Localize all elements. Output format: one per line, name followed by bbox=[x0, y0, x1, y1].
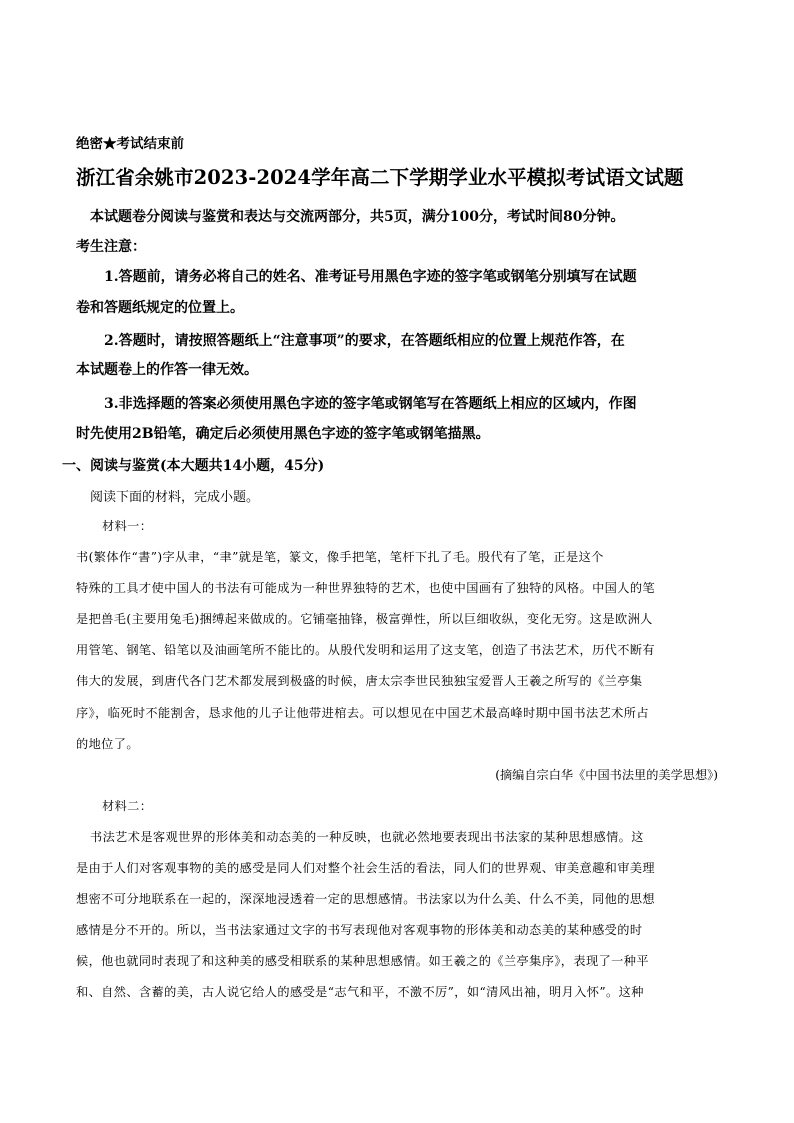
material-2-line: 想密不可分地联系在一起的，深深地浸透着一定的思想感情。书法家以为什么美、什么不美，同他的思想 bbox=[76, 892, 656, 906]
material-1-line: 伟大的发展，到唐代各门艺术都发展到极盛的时候，唐太宗李世民独独宝爱晋人王羲之所写的《兰亭集 bbox=[76, 674, 643, 688]
material-2-line: 书法艺术是客观世界的形体美和动态美的一种反映，也就必然地要表现出书法家的某种思想感情。这 bbox=[90, 830, 644, 844]
material-2-line: 是由于人们对客观事物的美的感受是同人们对整个社会生活的看法，同人们的世界观、审美意趣和审美理 bbox=[76, 861, 656, 875]
material-1-line: 的地位了。 bbox=[76, 737, 139, 751]
secret-mark: 绝密★考试结束前 bbox=[76, 136, 184, 152]
section-heading: 一、阅读与鉴赏(本大题共14小题，45分) bbox=[62, 458, 325, 474]
material-2-line: 感情是分不开的。所以，当书法家通过文字的书写表现他对客观事物的形体美和动态美的某种感受的时 bbox=[76, 923, 643, 937]
notice-heading: 考生注意： bbox=[76, 239, 146, 255]
exam-title: 浙江省余姚市2023-2024学年高二下学期学业水平模拟考试语文试题 bbox=[76, 166, 684, 189]
notice-item-1-line-2: 卷和答题纸规定的位置上。 bbox=[76, 300, 244, 316]
material-1-line: 用管笔、钢笔、铅笔以及油画笔所不能比的。从殷代发明和运用了这支笔，创造了书法艺术，历代不断有 bbox=[76, 643, 656, 657]
notice-item-3-line-2: 时先使用2B铅笔，确定后必须使用黑色字迹的签字笔或钢笔描黑。 bbox=[76, 426, 490, 442]
material-1-line: 是把兽毛(主要用兔毛)捆缚起来做成的。它铺毫抽锋，极富弹性，所以巨细收纵，变化无穷。这是欧洲人 bbox=[76, 612, 653, 626]
material-2-line: 候，他也就同时表现了和这种美的感受相联系的某种思想感情。如王羲之的《兰亭集序》，表现了一种平 bbox=[76, 954, 649, 968]
notice-item-2-line-1: 2.答题时，请按照答题纸上“注意事项”的要求，在答题纸相应的位置上规范作答，在 bbox=[104, 333, 625, 349]
exam-intro: 本试题卷分阅读与鉴赏和表达与交流两部分，共5页，满分100分，考试时间80分钟。 bbox=[90, 209, 625, 225]
material-2-label: 材料二： bbox=[102, 799, 153, 813]
material-1-label: 材料一： bbox=[102, 519, 153, 533]
notice-item-1-line-1: 1.答题前，请务必将自己的姓名、准考证号用黑色字迹的签字笔或钢笔分别填写在试题 bbox=[104, 269, 637, 285]
notice-item-3-line-1: 3.非选择题的答案必须使用黑色字迹的签字笔或钢笔写在答题纸上相应的区域内，作图 bbox=[104, 396, 637, 412]
material-1-line: 特殊的工具才使中国人的书法有可能成为一种世界独特的艺术，也使中国画有了独特的风格。中国人的笔 bbox=[76, 581, 656, 595]
material-1-source: (摘编自宗白华《中国书法里的美学思想》) bbox=[495, 768, 718, 782]
material-1-line: 序》，临死时不能割舍，恳求他的儿子让他带进棺去。可以想见在中国艺术最高峰时期中国书法艺术所占 bbox=[76, 706, 649, 720]
material-1-line: 书(繁体作“書”)字从聿，“聿”就是笔，篆文，像手把笔，笔杆下扎了毛。殷代有了笔，正是这个 bbox=[76, 550, 604, 564]
reading-instruction: 阅读下面的材料，完成小题。 bbox=[90, 490, 260, 505]
notice-item-2-line-2: 本试题卷上的作答一律无效。 bbox=[76, 362, 258, 378]
material-2-line: 和、自然、含蓄的美，古人说它给人的感受是“志气和平，不激不厉”，如“清风出袖，明月入怀”。这种 bbox=[76, 985, 644, 999]
